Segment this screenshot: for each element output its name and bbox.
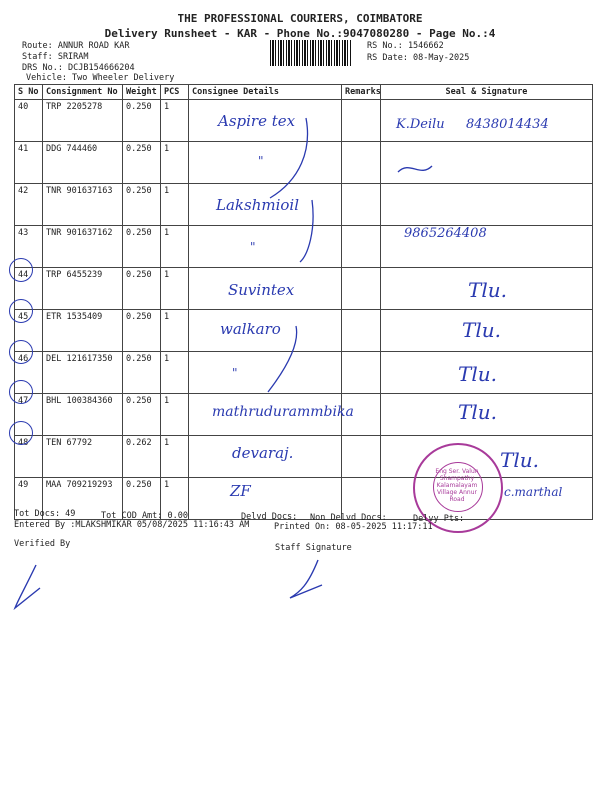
- cell-sno: 49: [15, 478, 43, 520]
- cell-sno: 40: [15, 100, 43, 142]
- cell-consignment: TNR 901637163: [43, 184, 123, 226]
- cell-weight: 0.262: [123, 436, 161, 478]
- cell-consignment: DDG 744460: [43, 142, 123, 184]
- delivery-points: Delvy Pts:: [413, 514, 465, 524]
- cell-pcs: 1: [161, 310, 189, 352]
- vehicle-label: Vehicle: Two Wheeler Delivery: [26, 73, 175, 83]
- handwritten-consignee: Lakshmioil: [216, 196, 299, 214]
- handwritten-consignee: walkaro: [220, 320, 281, 338]
- col-header-pcs: PCS: [161, 85, 189, 100]
- cell-consignment: BHL 100384360: [43, 394, 123, 436]
- col-header-sno: S No: [15, 85, 43, 100]
- cell-consignment: MAA 709219293: [43, 478, 123, 520]
- cell-weight: 0.250: [123, 100, 161, 142]
- handwritten-consignee: ZF: [230, 482, 251, 500]
- cell-consignment: ETR 1535409: [43, 310, 123, 352]
- verified-by-label: Verified By: [14, 539, 71, 549]
- cell-consignment: TRP 6455239: [43, 268, 123, 310]
- total-cod-amount: Tot COD Amt: 0.00: [101, 511, 188, 521]
- cell-weight: 0.250: [123, 268, 161, 310]
- cell-pcs: 1: [161, 352, 189, 394]
- cell-weight: 0.250: [123, 478, 161, 520]
- printed-on: Printed On: 08-05-2025 11:17:11: [274, 522, 433, 532]
- col-header-weight: Weight: [123, 85, 161, 100]
- total-docs: Tot Docs: 49: [14, 509, 76, 519]
- col-header-consignee: Consignee Details: [189, 85, 342, 100]
- handwritten-signature: c.marthal: [504, 485, 563, 499]
- handwritten-ditto: ": [250, 240, 256, 254]
- col-header-seal: Seal & Signature: [381, 85, 593, 100]
- cell-sno: 48: [15, 436, 43, 478]
- route-label: Route: ANNUR ROAD KAR: [22, 41, 130, 51]
- cell-pcs: 1: [161, 100, 189, 142]
- cell-consignment: DEL 121617350: [43, 352, 123, 394]
- handwritten-initials: Tlu.: [458, 362, 497, 386]
- col-header-remarks: Remarks: [342, 85, 381, 100]
- cell-sno: 46: [15, 352, 43, 394]
- staff-label: Staff: SRIRAM: [22, 52, 89, 62]
- cell-pcs: 1: [161, 142, 189, 184]
- cell-pcs: 1: [161, 478, 189, 520]
- handwritten-initials: Tlu.: [500, 448, 539, 472]
- handwritten-initials: Tlu.: [458, 400, 497, 424]
- col-header-consignment: Consignment No: [43, 85, 123, 100]
- cell-sno: 47: [15, 394, 43, 436]
- delivered-docs: Delvd Docs:: [241, 512, 298, 522]
- handwritten-phone: 8438014434: [466, 117, 549, 132]
- handwritten-consignee: Suvintex: [228, 281, 295, 299]
- handwritten-ditto: ": [232, 366, 238, 380]
- rs-date: RS Date: 08-May-2025: [367, 53, 470, 63]
- handwritten-initials: Tlu.: [462, 318, 501, 342]
- cell-pcs: 1: [161, 436, 189, 478]
- cell-weight: 0.250: [123, 352, 161, 394]
- cell-sno: 45: [15, 310, 43, 352]
- drs-number: DRS No.: DCJB154666204: [22, 63, 135, 73]
- cell-sno: 41: [15, 142, 43, 184]
- non-delivered-docs: Non Delvd Docs:: [310, 513, 387, 523]
- handwritten-consignee: mathrudurammbika: [212, 404, 354, 420]
- cell-weight: 0.250: [123, 310, 161, 352]
- cell-weight: 0.250: [123, 394, 161, 436]
- cell-pcs: 1: [161, 184, 189, 226]
- handwritten-signature: K.Deilu: [396, 117, 445, 132]
- entered-by: Entered By :MLAKSHMIKAR 05/08/2025 11:16:43 AM: [14, 520, 250, 530]
- handwritten-consignee: Aspire tex: [218, 112, 296, 130]
- document-title: THE PROFESSIONAL COURIERS, COIMBATORE: [177, 12, 423, 25]
- rs-number: RS No.: 1546662: [367, 41, 444, 51]
- document-subtitle: Delivery Runsheet - KAR - Phone No.:9047080280 - Page No.:4: [104, 27, 496, 40]
- cell-weight: 0.250: [123, 226, 161, 268]
- handwritten-consignee: devaraj.: [232, 444, 294, 462]
- cell-pcs: 1: [161, 394, 189, 436]
- cell-sno: 43: [15, 226, 43, 268]
- handwritten-initials: Tlu.: [468, 278, 507, 302]
- handwritten-ditto: ": [258, 154, 264, 168]
- cell-sno: 44: [15, 268, 43, 310]
- staff-signature-label: Staff Signature: [275, 543, 352, 553]
- cell-pcs: 1: [161, 226, 189, 268]
- cell-consignment: TEN 67792: [43, 436, 123, 478]
- cell-sno: 42: [15, 184, 43, 226]
- cell-consignment: TNR 901637162: [43, 226, 123, 268]
- cell-weight: 0.250: [123, 142, 161, 184]
- cell-pcs: 1: [161, 268, 189, 310]
- handwritten-phone: 9865264408: [404, 226, 487, 241]
- stamp-text: Eng Ser. Valun Shampathy Kalamalayam Village Annur Road: [435, 468, 479, 503]
- cell-consignment: TRP 2205278: [43, 100, 123, 142]
- cell-weight: 0.250: [123, 184, 161, 226]
